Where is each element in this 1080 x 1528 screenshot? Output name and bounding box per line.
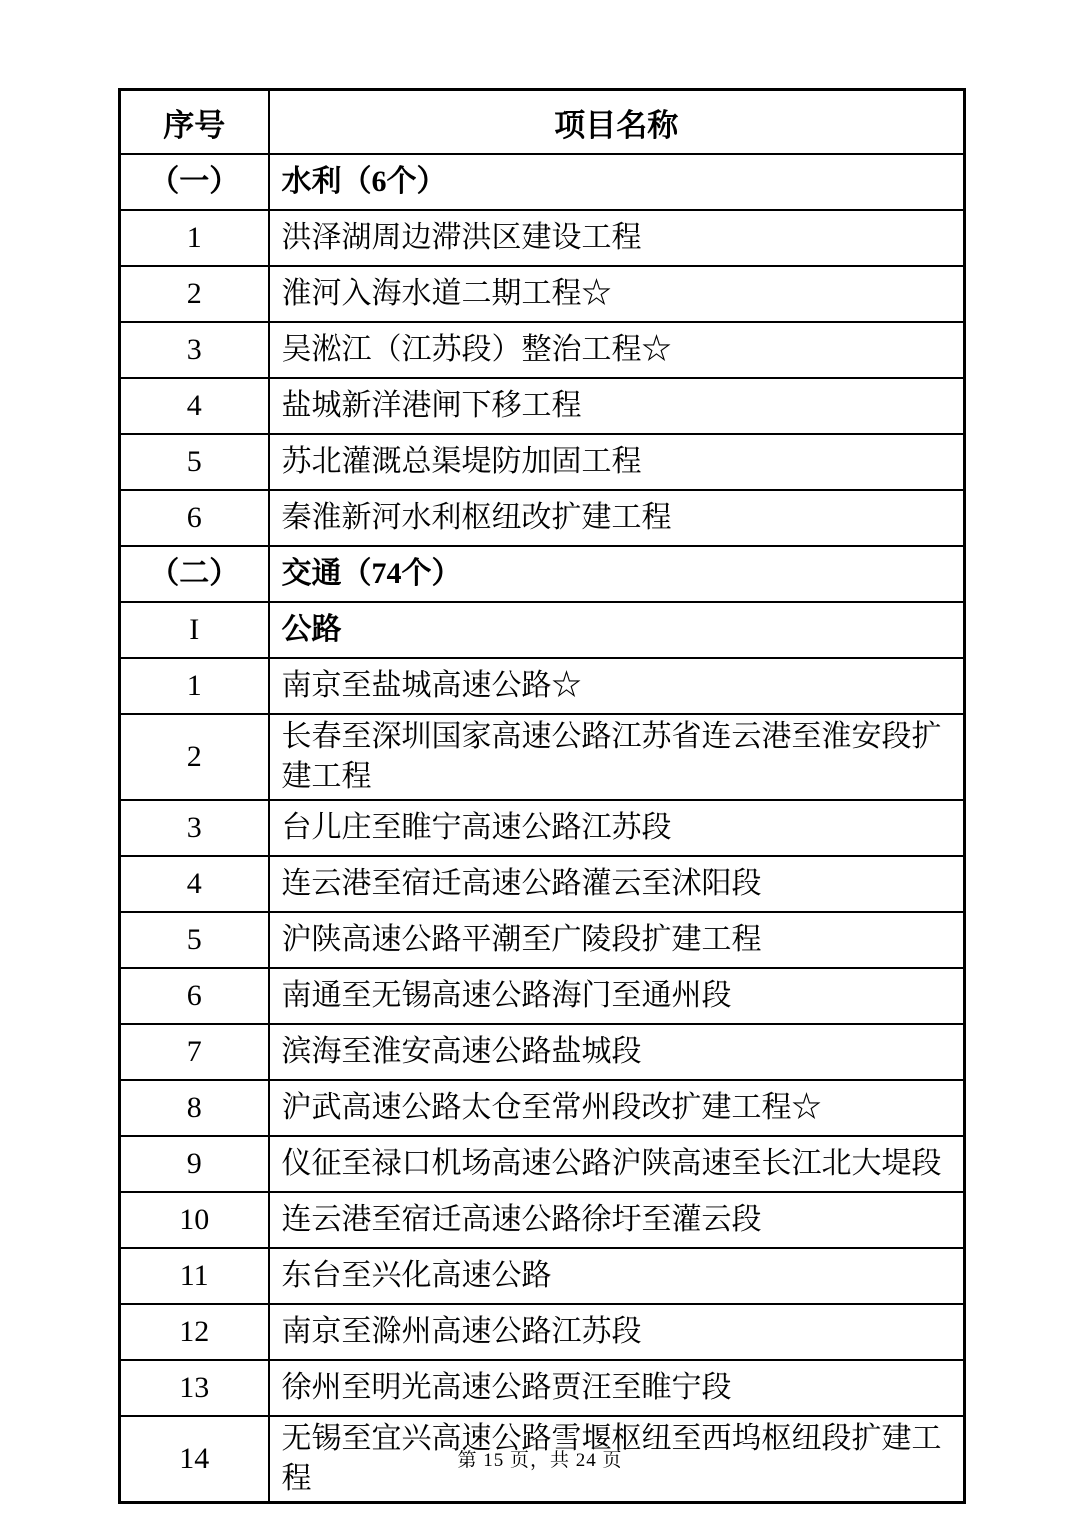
- serial-cell: 3: [120, 322, 269, 378]
- serial-cell: 11: [120, 1248, 269, 1304]
- project-name-cell: 东台至兴化高速公路: [269, 1248, 965, 1304]
- table-body: [120, 154, 965, 1503]
- table-row: [120, 210, 965, 266]
- serial-cell: 1: [120, 210, 269, 266]
- project-name-cell: 秦淮新河水利枢纽改扩建工程: [269, 490, 965, 546]
- page-number: 第 15 页，共 24 页: [457, 1450, 623, 1471]
- table-row: [120, 602, 965, 658]
- table-row: [120, 714, 965, 800]
- project-name-cell: 长春至深圳国家高速公路江苏省连云港至淮安段扩建工程: [269, 714, 965, 800]
- table-row: [120, 1248, 965, 1304]
- serial-cell: 13: [120, 1360, 269, 1416]
- table-row: [120, 1192, 965, 1248]
- project-name-cell: 连云港至宿迁高速公路徐圩至灌云段: [269, 1192, 965, 1248]
- project-name-cell: 无锡至宜兴高速公路雪堰枢纽至西坞枢纽段扩建工程: [269, 1416, 965, 1503]
- table-row: [120, 490, 965, 546]
- table-row: [120, 912, 965, 968]
- table-row: [120, 968, 965, 1024]
- serial-cell: I: [120, 602, 269, 658]
- project-name-cell: 连云港至宿迁高速公路灌云至沭阳段: [269, 856, 965, 912]
- table-header: [120, 90, 965, 155]
- table-row: [120, 322, 965, 378]
- table-row: [120, 800, 965, 856]
- project-name-cell: 吴淞江（江苏段）整治工程☆: [269, 322, 965, 378]
- table-row: [120, 1304, 965, 1360]
- table-row: [120, 546, 965, 602]
- serial-cell: 1: [120, 658, 269, 714]
- serial-cell: 3: [120, 800, 269, 856]
- serial-cell: （一）: [120, 154, 269, 210]
- project-name-cell: 南京至盐城高速公路☆: [269, 658, 965, 714]
- project-name-cell: 南通至无锡高速公路海门至通州段: [269, 968, 965, 1024]
- project-name-cell: 公路: [269, 602, 965, 658]
- serial-cell: 14: [120, 1416, 269, 1503]
- project-name-cell: 南京至滁州高速公路江苏段: [269, 1304, 965, 1360]
- project-name-cell: 交通（74个）: [269, 546, 965, 602]
- table-row: [120, 1360, 965, 1416]
- column-header-project-name: 项目名称: [269, 90, 965, 155]
- table-row: [120, 1080, 965, 1136]
- serial-cell: 6: [120, 490, 269, 546]
- serial-cell: 8: [120, 1080, 269, 1136]
- serial-cell: 5: [120, 912, 269, 968]
- project-name-cell: 沪武高速公路太仓至常州段改扩建工程☆: [269, 1080, 965, 1136]
- project-name-cell: 仪征至禄口机场高速公路沪陕高速至长江北大堤段: [269, 1136, 965, 1192]
- project-name-cell: 沪陕高速公路平潮至广陵段扩建工程: [269, 912, 965, 968]
- serial-cell: 4: [120, 856, 269, 912]
- table-row: [120, 856, 965, 912]
- table-row: [120, 266, 965, 322]
- project-name-cell: 苏北灌溉总渠堤防加固工程: [269, 434, 965, 490]
- table-row: [120, 434, 965, 490]
- project-table: [118, 88, 966, 1504]
- column-header-serial: 序号: [120, 90, 269, 155]
- serial-cell: 2: [120, 266, 269, 322]
- project-name-cell: 淮河入海水道二期工程☆: [269, 266, 965, 322]
- project-name-cell: 水利（6个）: [269, 154, 965, 210]
- project-name-cell: 徐州至明光高速公路贾汪至睢宁段: [269, 1360, 965, 1416]
- table-row: [120, 154, 965, 210]
- serial-cell: 6: [120, 968, 269, 1024]
- table-row: [120, 378, 965, 434]
- project-name-cell: 滨海至淮安高速公路盐城段: [269, 1024, 965, 1080]
- serial-cell: 5: [120, 434, 269, 490]
- serial-cell: 7: [120, 1024, 269, 1080]
- project-name-cell: 台儿庄至睢宁高速公路江苏段: [269, 800, 965, 856]
- serial-cell: （二）: [120, 546, 269, 602]
- serial-cell: 2: [120, 714, 269, 800]
- serial-cell: 10: [120, 1192, 269, 1248]
- table-row: [120, 658, 965, 714]
- serial-cell: 9: [120, 1136, 269, 1192]
- project-name-cell: 洪泽湖周边滞洪区建设工程: [269, 210, 965, 266]
- serial-cell: 4: [120, 378, 269, 434]
- project-name-cell: 盐城新洋港闸下移工程: [269, 378, 965, 434]
- table-header-row: [120, 90, 965, 155]
- table-row: [120, 1024, 965, 1080]
- project-table-container: [118, 88, 966, 1504]
- table-row: [120, 1136, 965, 1192]
- serial-cell: 12: [120, 1304, 269, 1360]
